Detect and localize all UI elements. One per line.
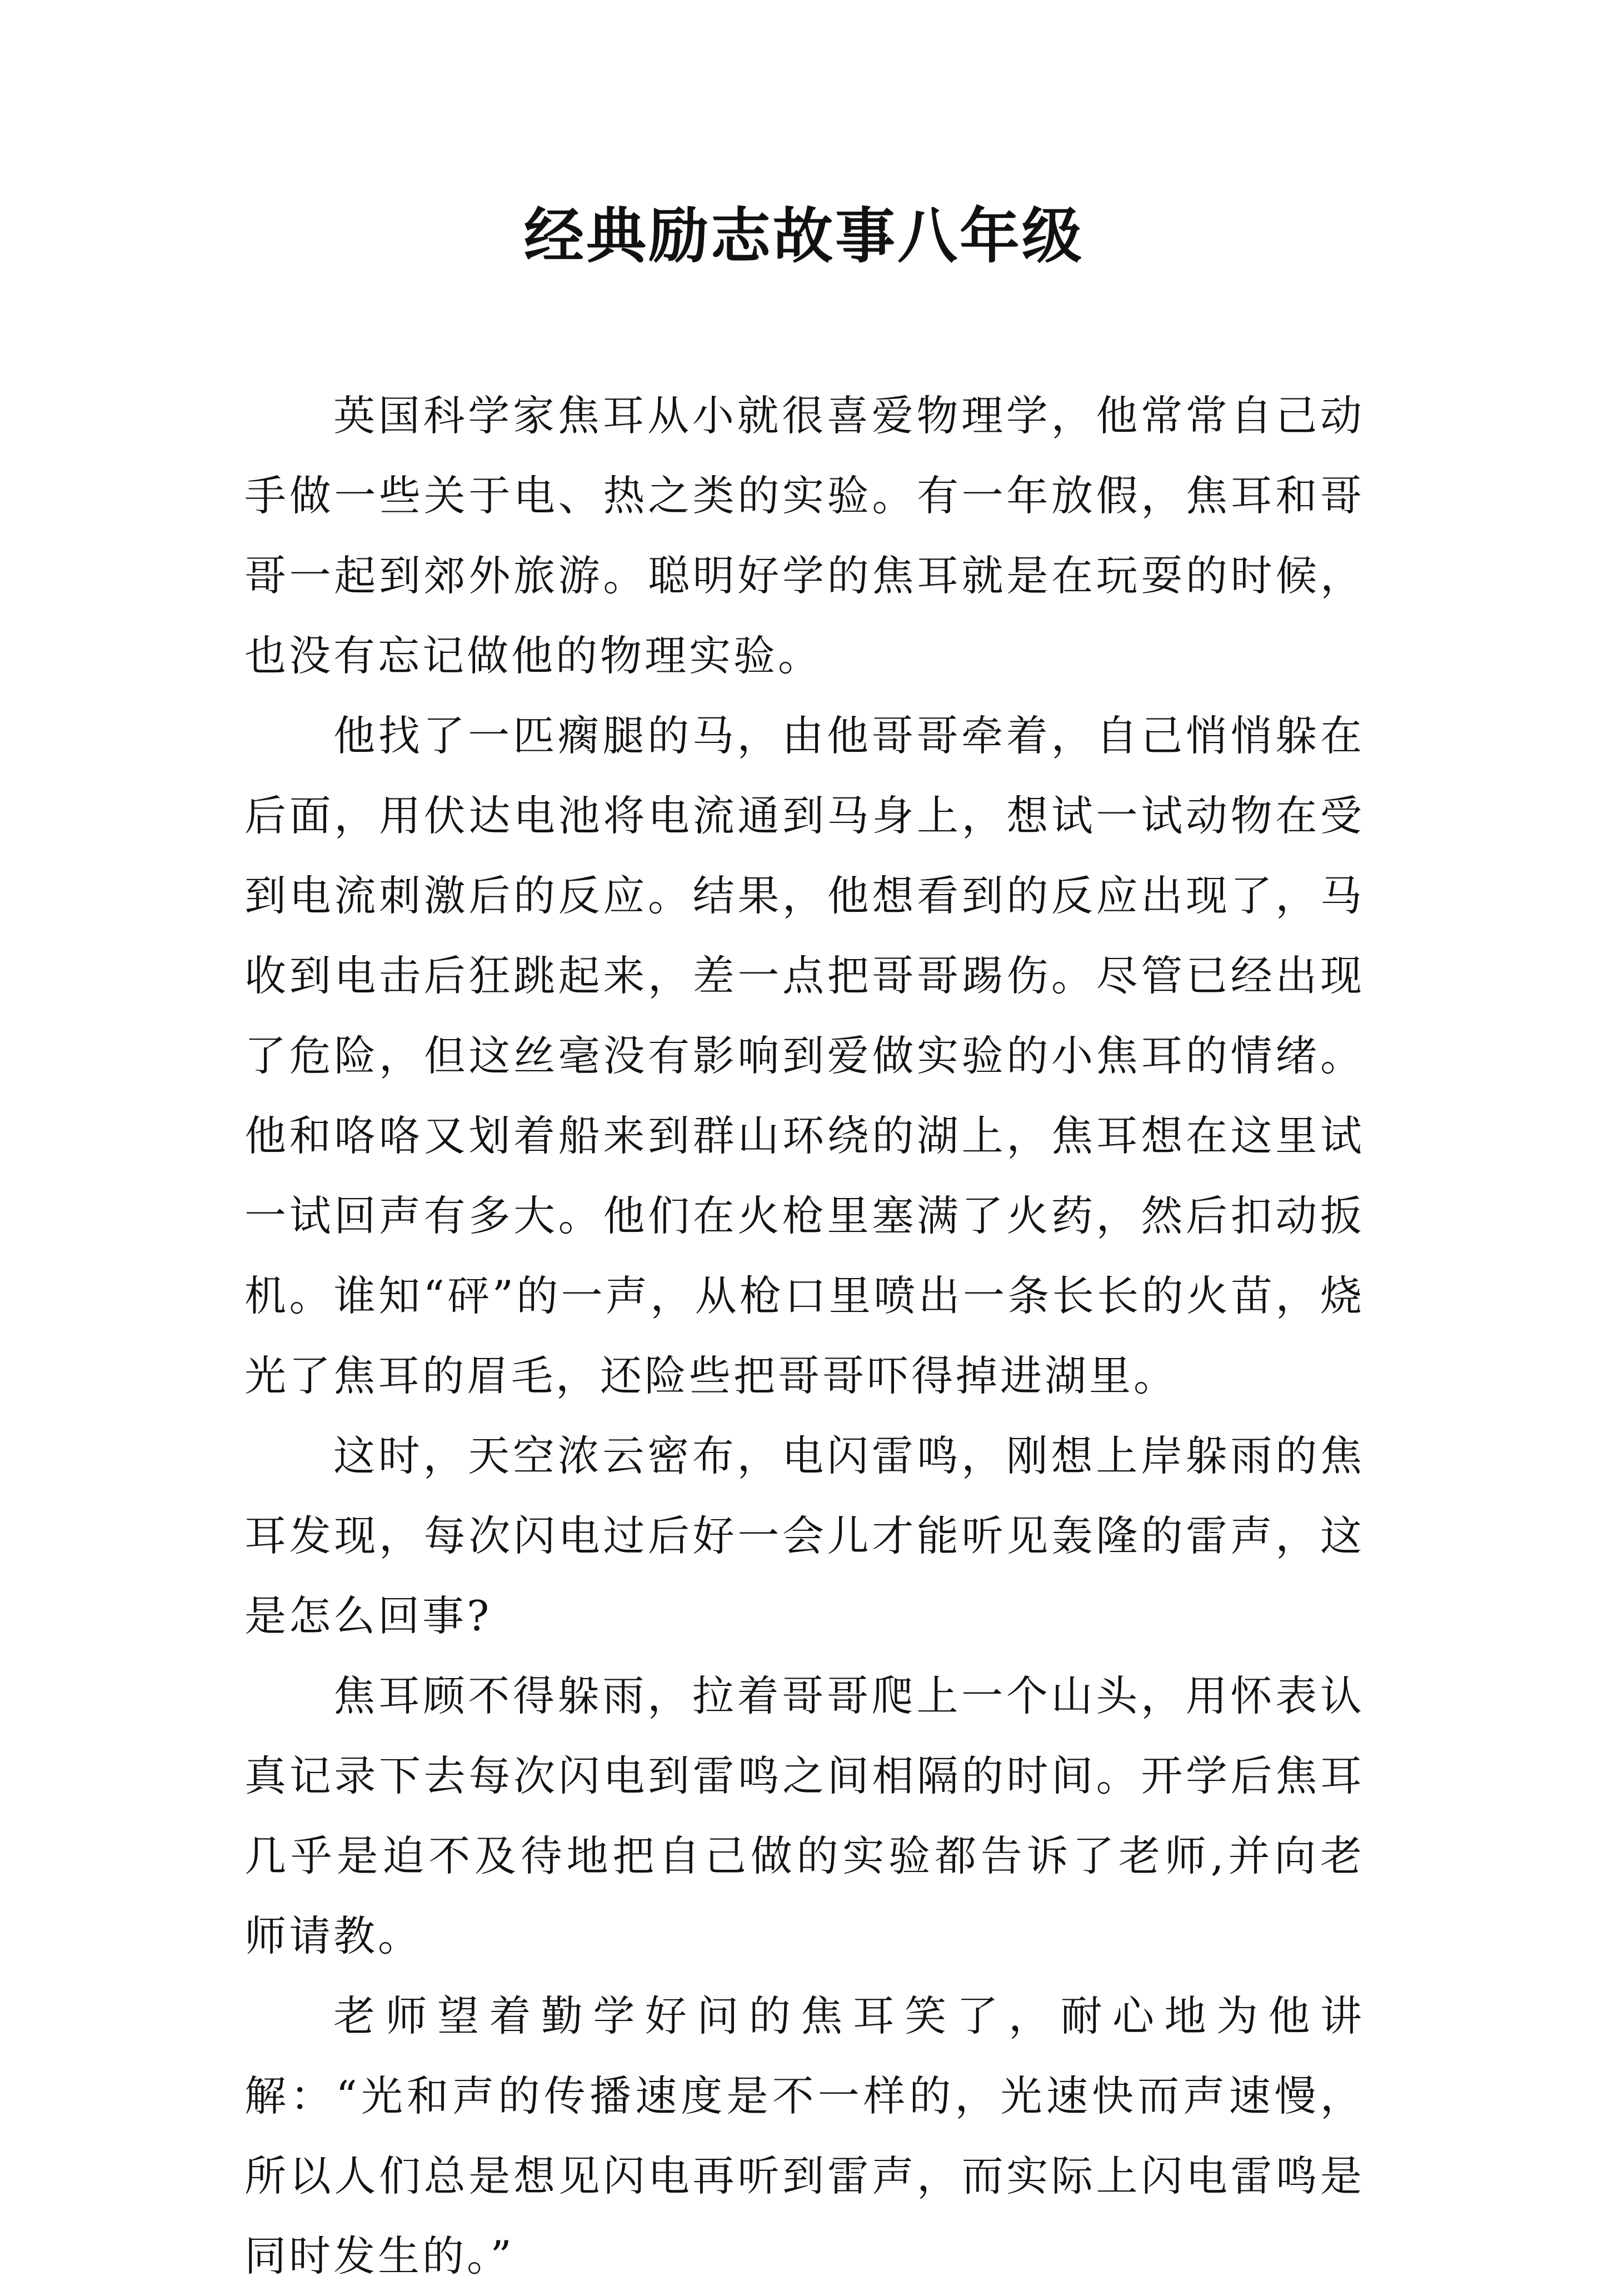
document-body [244,376,1365,2296]
paragraph-2: 他找了一匹瘸腿的马，由他哥哥牵着，自己悄悄躲在后面，用伏达电池将电流通到马身上，想试一试动物在受到电流刺激后的反应。结果，他想看到的反应出现了，马收到电击后狂跳起来，差一点把哥哥踢伤。尽管已经出现了危险，但这丝毫没有影响到爱做实验的小焦耳的情绪。他和咯咯又划着船来到群山环绕的湖上，焦耳想在这里试一试回声有多大。他们在火枪里塞满了火药，然后扣动扳机。谁知“砰”的一声，从枪口里喷出一条长长的火苗，烧光了焦耳的眉毛，还险些把哥哥吓得掉进湖里。 [244,711,1365,1400]
paragraph-3: 这时，天空浓云密布，电闪雷鸣，刚想上岸躲雨的焦耳发现，每次闪电过后好一会儿才能听见轰隆的雷声，这是怎么回事? [244,1431,1365,1640]
page-title: 经典励志故事八年级 [523,201,1084,271]
paragraph-5: 老师望着勤学好问的焦耳笑了，耐心地为他讲解：“光和声的传播速度是不一样的，光速快而声速慢，所以人们总是想见闪电再听到雷声，而实际上闪电雷鸣是同时发生的。” [244,1991,1365,2280]
paragraph-4: 焦耳顾不得躲雨，拉着哥哥爬上一个山头，用怀表认真记录下去每次闪电到雷鸣之间相隔的时间。开学后焦耳几乎是迫不及待地把自己做的实验都告诉了老师,并向老师请教。 [244,1671,1365,1960]
paragraph-1: 英国科学家焦耳从小就很喜爱物理学，他常常自己动手做一些关于电、热之类的实验。有一年放假，焦耳和哥哥一起到郊外旅游。聪明好学的焦耳就是在玩耍的时候，也没有忘记做他的物理实验。 [244,391,1365,680]
